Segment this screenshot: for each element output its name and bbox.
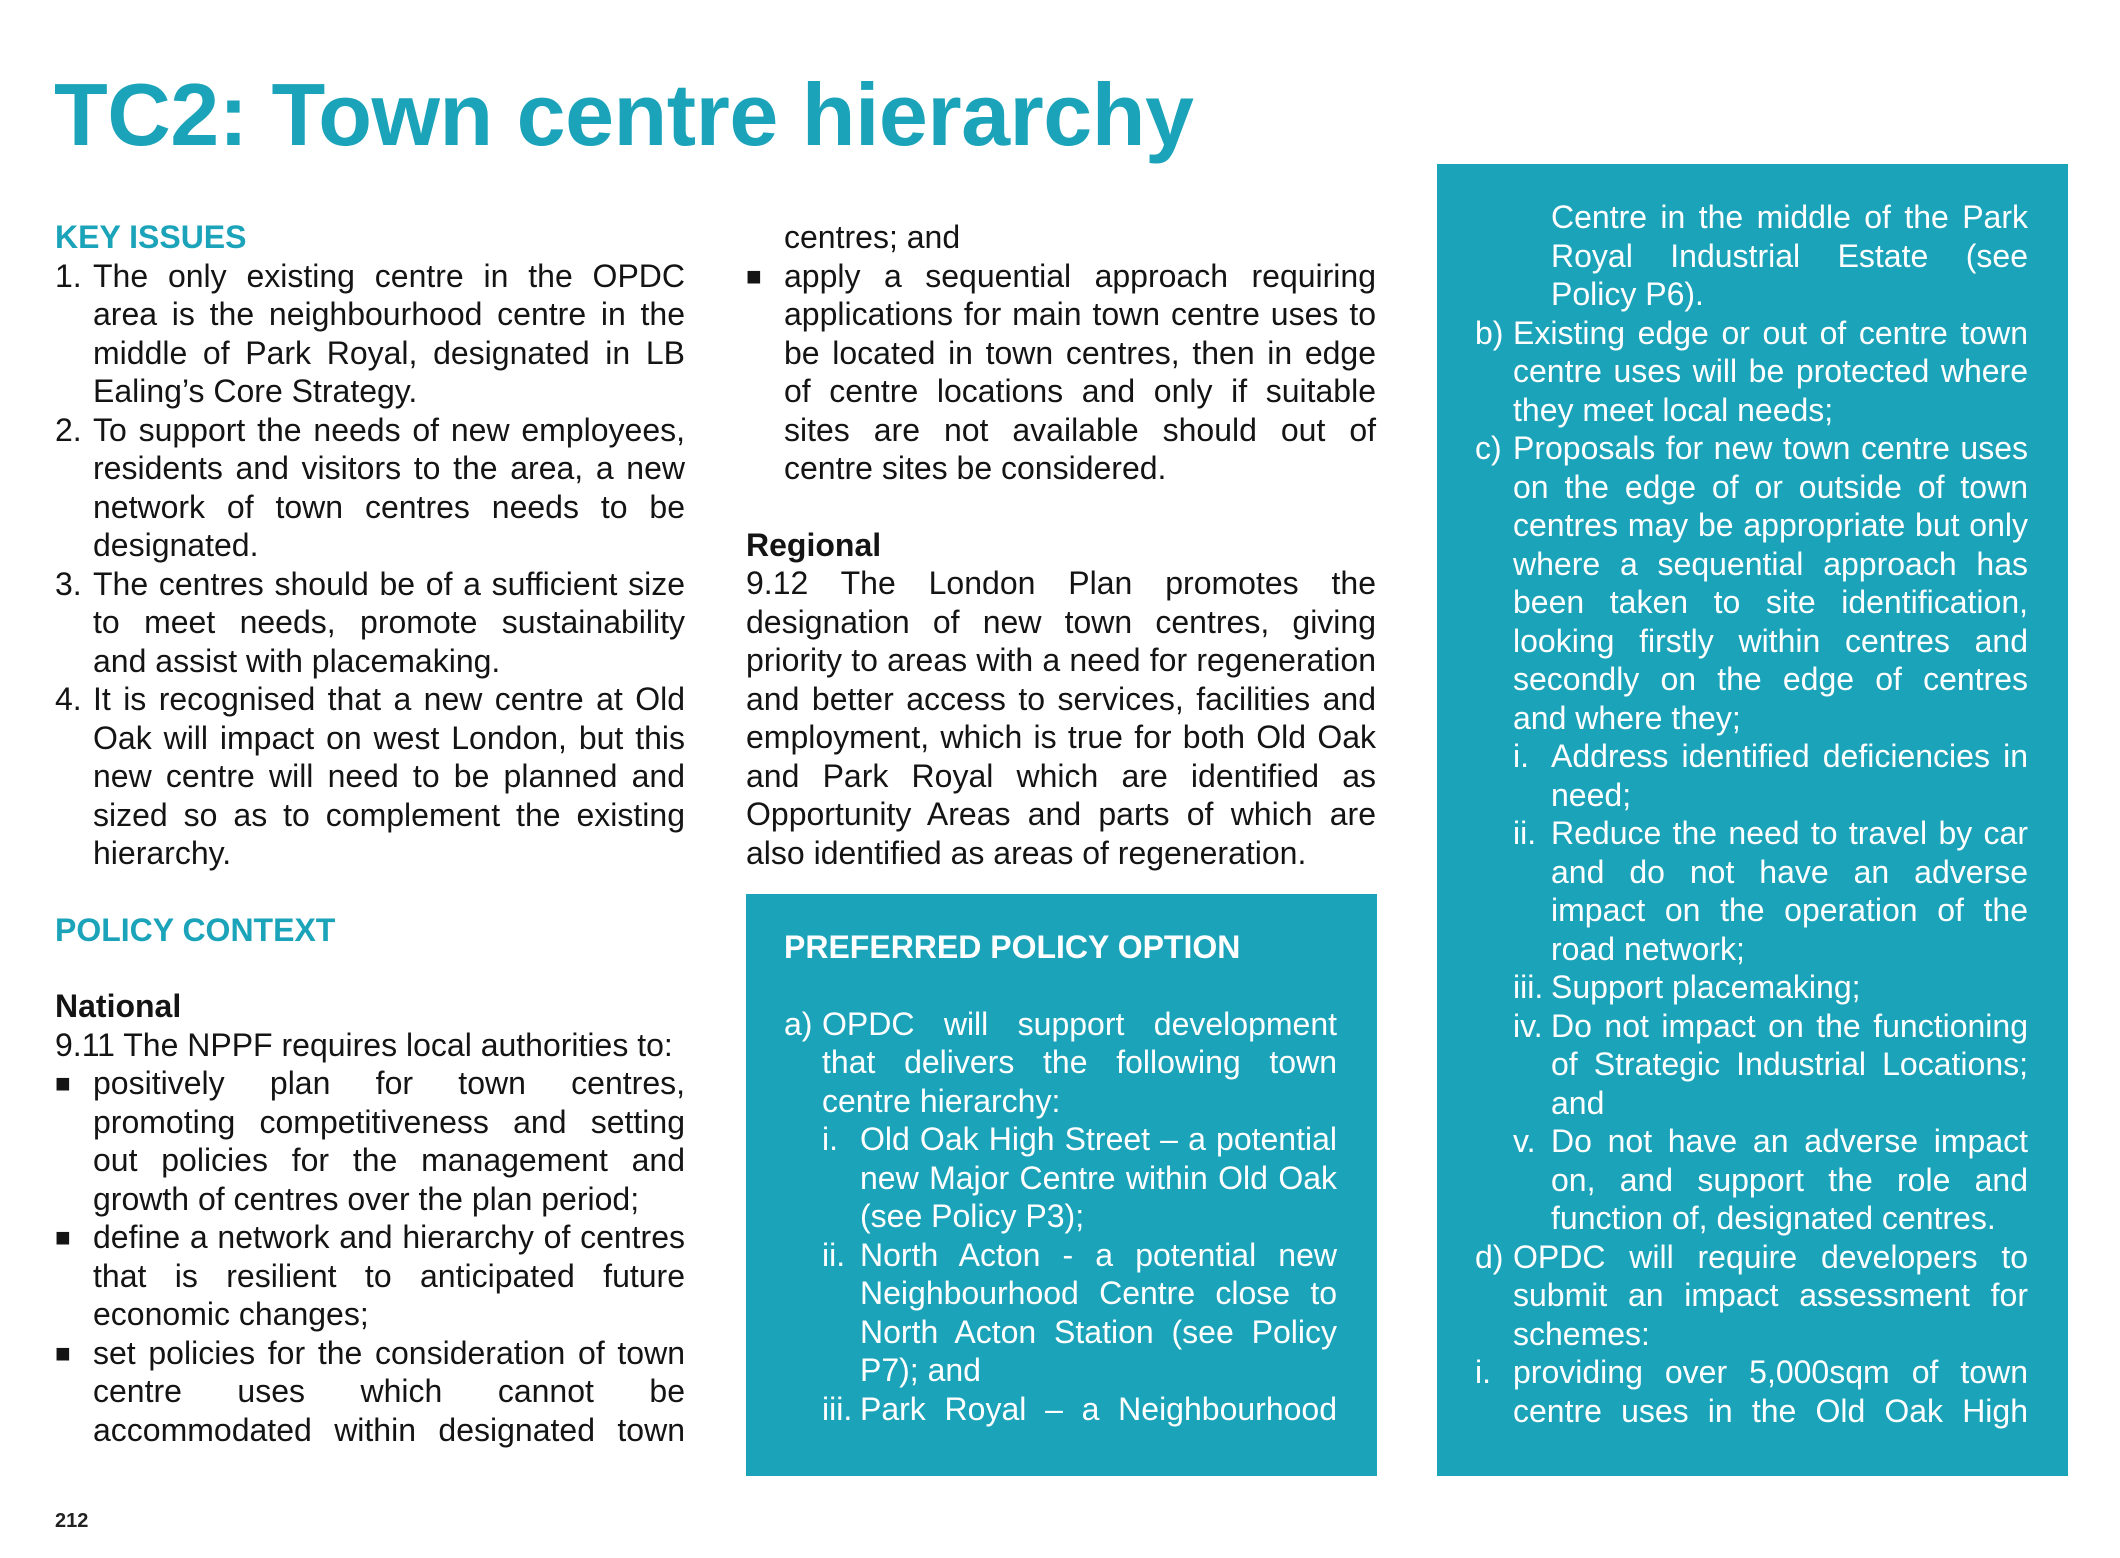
list-item: i. providing over 5,000sqm of town centre uses in the Old Oak High xyxy=(1475,1354,2028,1429)
list-item: ■ positively plan for town centres, promoting competitiveness and setting out policies for the management and growth of centres over the plan period; xyxy=(55,1065,685,1217)
policy-list xyxy=(784,1005,1337,1429)
preferred-policy-heading: PREFERRED POLICY OPTION xyxy=(784,929,1241,965)
policy-context-heading: POLICY CONTEXT xyxy=(55,911,336,948)
list-item: iv. Do not impact on the functioning of Strategic Industrial Locations; and xyxy=(1513,1007,2028,1121)
list-item-continued: centres; and xyxy=(784,219,961,255)
list-item: ■ define a network and hierarchy of centres that is resilient to anticipated future economic changes; xyxy=(55,1219,685,1332)
list-item: 3. The centres should be of a sufficient size to meet needs, promote sustainability and assist with placemaking. xyxy=(55,565,685,679)
list-item: ii. North Acton - a potential new Neighbourhood Centre close to North Acton Station (see Policy P7); and xyxy=(822,1236,1337,1388)
list-item: v. Do not have an adverse impact on, and support the role and function of, designated centres. xyxy=(1513,1123,2028,1236)
bullet-square-icon: ■ xyxy=(55,1222,71,1252)
list-item: i. Address identified deficiencies in need; xyxy=(1513,738,2028,813)
bullet-square-icon: ■ xyxy=(746,260,762,291)
list-item: 2. To support the needs of new employees, residents and visitors to the area, a new network of town centres needs to be designated. xyxy=(55,411,685,563)
policy-a-sublist xyxy=(822,1120,1337,1428)
bullet-square-icon: ■ xyxy=(55,1337,71,1368)
policy-c-sublist xyxy=(1513,737,2028,1238)
national-subheading: National xyxy=(55,988,182,1024)
list-item: 1. The only existing centre in the OPDC area is the neighbourhood centre in the middle of Park Royal, designated in LB Ealing’s Core Strategy. xyxy=(55,257,685,409)
national-intro: 9.11 The NPPF requires local authorities to: xyxy=(55,1026,673,1063)
regional-text: 9.12 The London Plan promotes the designation of new town centres, giving priority to areas with a need for regeneration and better access to services, facilities and employment, which is true for both Old Oak and Park Royal which are identified as Opportunity Areas and parts of which are also identified as areas of regeneration. xyxy=(746,565,1376,871)
policy-list-continued xyxy=(1475,314,2028,1354)
list-item: i. Old Oak High Street – a potential new Major Centre within Old Oak (see Policy P3); xyxy=(822,1121,1337,1234)
policy-item-c: c) Proposals for new town centre uses on the edge of or outside of town centres may be appropriate but only where a sequential approach has been taken to site identification, looking firstly within centres and secondly on the edge of centres and where they; i. Address identified deficiencies in need; ii. Reduce the need to travel by car and do not have an adverse impact on the operation of the road network; iii. Support placemaking; iv. Do not impact on the functioning of Strategic Industrial Locations; and v. Do not have an adverse impact on, and support the role and function of, designated centres. xyxy=(1475,430,2028,1236)
list-item: ■ apply a sequential approach requiring applications for main town centre uses to be located in town centres, then in edge of centre locations and only if suitable sites are not available should out of centre sites be considered. xyxy=(746,257,1376,486)
preferred-policy-box-continued xyxy=(1437,164,2068,1476)
policy-item-b: b) Existing edge or out of centre town centre uses will be protected where they meet local needs; xyxy=(1475,314,2028,428)
list-item: iii. Support placemaking; xyxy=(1513,969,1861,1005)
list-item: ii. Reduce the need to travel by car and do not have an adverse impact on the operation of the road network; xyxy=(1513,815,2028,967)
list-item: ■ set policies for the consideration of town centre uses which cannot be accommodated within designated town xyxy=(55,1334,685,1448)
policy-d-sublist xyxy=(1475,1353,2028,1430)
middle-column xyxy=(746,218,1376,872)
left-column xyxy=(55,218,685,1449)
national-bullets-continued xyxy=(746,218,1376,488)
policy-item-d: d) OPDC will require developers to submit an impact assessment for schemes: xyxy=(1475,1238,2028,1352)
key-issues-list xyxy=(55,257,685,873)
preferred-policy-box xyxy=(746,894,1377,1476)
policy-item-a: a) OPDC will support development that delivers the following town centre hierarchy: i. Old Oak High Street – a potential new Major Centre within Old Oak (see Policy P3); ii. North Acton - a potential new Neighbourhood Centre close to North Acton Station (see Policy P7); and iii. Park Royal – a Neighbourhood xyxy=(784,1005,1337,1427)
page-number: 212 xyxy=(55,1510,89,1532)
key-issues-heading: KEY ISSUES xyxy=(55,219,247,255)
national-bullets xyxy=(55,1064,685,1449)
list-item: 4. It is recognised that a new centre at Old Oak will impact on west London, but this new centre will need to be planned and sized so as to complement the existing hierarchy. xyxy=(55,681,685,871)
page-title: TC2: Town centre hierarchy xyxy=(54,65,1194,164)
list-item: iii. Park Royal – a Neighbourhood xyxy=(822,1390,1337,1427)
bullet-square-icon: ■ xyxy=(55,1068,71,1098)
regional-subheading: Regional xyxy=(746,526,882,563)
policy-a-iii-continued: Centre in the middle of the Park Royal Industrial Estate (see Policy P6). xyxy=(1551,199,2028,312)
